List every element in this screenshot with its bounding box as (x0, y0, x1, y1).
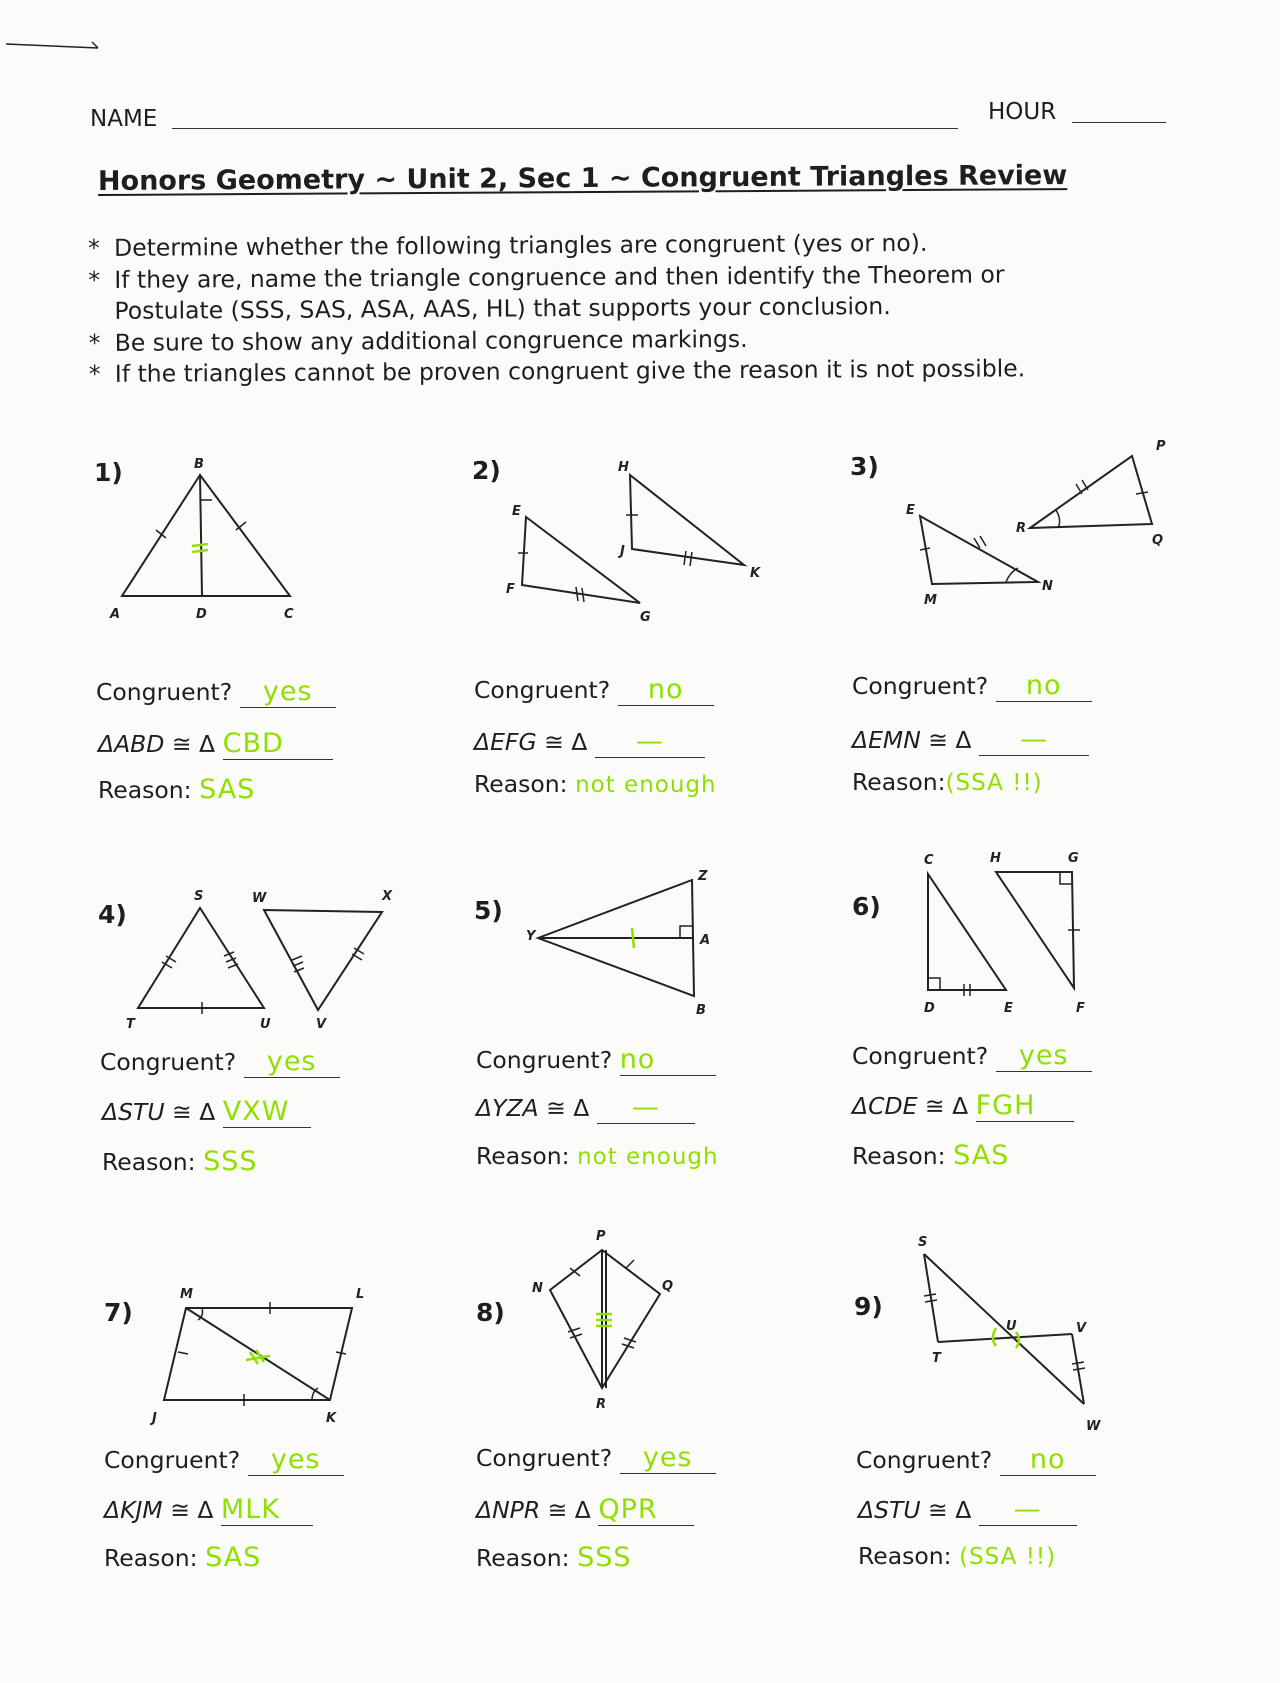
instruction-3: * Be sure to show any additional congruence markings. (88, 324, 748, 357)
point-x: X (382, 889, 393, 904)
problem-9-congruent-answer[interactable]: no (1000, 1444, 1096, 1476)
point-b: B (194, 457, 204, 472)
problem-6-match-answer[interactable]: FGH (976, 1090, 1074, 1122)
problem-4-congruence: ΔSTU ≅ Δ VXW (102, 1096, 311, 1128)
problem-8-reason: Reason: SSS (476, 1542, 632, 1573)
problem-6-figure (900, 848, 1120, 1018)
problem-8-congruent: Congruent? yes (476, 1442, 716, 1474)
point-q: Q (662, 1279, 674, 1294)
point-d: D (196, 607, 207, 622)
problem-1-reason-answer[interactable]: SAS (199, 774, 256, 805)
point-c: C (284, 607, 294, 622)
name-label: NAME (90, 106, 158, 132)
problem-7-reason: Reason: SAS (104, 1542, 262, 1573)
point-q: Q (1152, 533, 1164, 548)
instruction-1: * Determine whether the following triangles are congruent (yes or no). (88, 228, 928, 262)
problem-2-figure (490, 455, 780, 625)
problem-5-reason: Reason: not enough (476, 1142, 719, 1170)
problem-2-reason-answer[interactable]: not enough (575, 772, 717, 798)
page-title: Honors Geometry ~ Unit 2, Sec 1 ~ Congruent Triangles Review (97, 160, 1068, 197)
problem-2-congruence: ΔEFG ≅ Δ — (474, 726, 705, 758)
point-s: S (918, 1235, 928, 1250)
problem-4-match-answer[interactable]: VXW (223, 1096, 311, 1128)
problem-3-figure (880, 432, 1180, 612)
hour-label: HOUR (988, 99, 1057, 125)
instruction-2: * If they are, name the triangle congruence and then identify the Theorem or (88, 259, 1005, 294)
problem-6-congruence: ΔCDE ≅ Δ FGH (852, 1090, 1074, 1122)
problem-6-reason-answer[interactable]: SAS (953, 1140, 1010, 1171)
problem-4-congruent: Congruent? yes (100, 1046, 340, 1078)
problem-6-number: 6) (852, 892, 881, 921)
point-r: R (596, 1397, 607, 1412)
problem-1-number: 1) (94, 458, 123, 487)
point-v: V (316, 1017, 327, 1032)
point-y: Y (526, 929, 536, 944)
point-h: H (990, 851, 1001, 866)
point-m: M (180, 1287, 193, 1302)
point-p: P (1156, 439, 1166, 454)
point-h: H (618, 460, 629, 475)
point-e: E (1004, 1001, 1013, 1016)
point-a: A (700, 933, 711, 948)
point-j: J (152, 1411, 157, 1426)
point-f: F (1076, 1001, 1085, 1016)
problem-5-congruent-answer[interactable]: no (620, 1044, 716, 1076)
point-j: J (620, 544, 625, 559)
point-e: E (906, 503, 915, 518)
point-f: F (506, 582, 515, 597)
point-e: E (512, 504, 521, 519)
problem-6-reason: Reason: SAS (852, 1140, 1010, 1171)
point-k: K (326, 1411, 337, 1426)
problem-4-congruent-answer[interactable]: yes (244, 1046, 340, 1078)
point-g: G (1068, 851, 1079, 866)
point-u: U (260, 1017, 271, 1032)
point-u: U (1006, 1319, 1017, 1334)
point-v: V (1076, 1321, 1087, 1336)
problem-3-congruent-answer[interactable]: no (996, 670, 1092, 702)
problem-8-reason-answer[interactable]: SSS (577, 1542, 632, 1573)
problem-9-reason: Reason: (SSA !!) (858, 1542, 1057, 1570)
point-m: M (924, 593, 937, 608)
problem-9-congruence: ΔSTU ≅ Δ — (858, 1494, 1077, 1526)
problem-2-congruent: Congruent? no (474, 674, 714, 706)
problem-8-match-answer[interactable]: QPR (598, 1494, 694, 1526)
point-n: N (1042, 579, 1053, 594)
problem-4-figure (120, 880, 410, 1040)
problem-3-match-answer[interactable]: — (979, 724, 1089, 756)
point-w: W (252, 891, 267, 906)
instruction-2-cont: Postulate (SSS, SAS, ASA, AAS, HL) that supports your conclusion. (114, 292, 891, 325)
instruction-4: * If the triangles cannot be proven congruent give the reason it is not possible. (88, 354, 1026, 388)
problem-5-congruence: ΔYZA ≅ Δ — (476, 1092, 695, 1124)
problem-9-congruent: Congruent? no (856, 1444, 1096, 1476)
problem-9-number: 9) (854, 1292, 883, 1321)
problem-1-congruent-answer[interactable]: yes (240, 676, 336, 708)
point-c: C (924, 853, 934, 868)
problem-8-congruent-answer[interactable]: yes (620, 1442, 716, 1474)
problem-8-number: 8) (476, 1298, 505, 1327)
point-k: K (750, 566, 761, 581)
problem-7-match-answer[interactable]: MLK (221, 1494, 313, 1526)
problem-7-congruence: ΔKJM ≅ Δ MLK (104, 1494, 313, 1526)
problem-5-match-answer[interactable]: — (597, 1092, 695, 1124)
problem-1-reason: Reason: SAS (98, 774, 256, 805)
point-w: W (1086, 1419, 1101, 1434)
problem-7-congruent: Congruent? yes (104, 1444, 344, 1476)
problem-5-reason-answer[interactable]: not enough (577, 1144, 719, 1170)
problem-7-figure (150, 1276, 380, 1426)
problem-6-congruent: Congruent? yes (852, 1040, 1092, 1072)
problem-7-number: 7) (104, 1298, 133, 1327)
problem-7-congruent-answer[interactable]: yes (248, 1444, 344, 1476)
point-g: G (640, 610, 651, 625)
problem-4-number: 4) (98, 900, 127, 929)
problem-9-match-answer[interactable]: — (979, 1494, 1077, 1526)
point-z: Z (698, 869, 708, 884)
problem-7-reason-answer[interactable]: SAS (205, 1542, 262, 1573)
problem-5-number: 5) (474, 896, 503, 925)
problem-8-figure (520, 1220, 700, 1410)
problem-3-congruent: Congruent? no (852, 670, 1092, 702)
hour-input-line[interactable] (1072, 122, 1166, 123)
problem-1-figure (100, 440, 320, 620)
problem-9-reason-answer[interactable]: (SSA !!) (959, 1544, 1057, 1570)
problem-3-number: 3) (850, 452, 879, 481)
point-d: D (924, 1001, 935, 1016)
problem-2-congruent-answer[interactable]: no (618, 674, 714, 706)
problem-2-reason: Reason: not enough (474, 770, 717, 798)
point-b: B (696, 1003, 706, 1018)
point-t: T (932, 1351, 941, 1366)
point-n: N (532, 1281, 543, 1296)
problem-3-reason: Reason:(SSA !!) (852, 768, 1043, 796)
problem-8-congruence: ΔNPR ≅ Δ QPR (476, 1494, 694, 1526)
problem-5-figure (520, 868, 740, 1018)
problem-2-match-answer[interactable]: — (595, 726, 705, 758)
point-p: P (596, 1229, 606, 1244)
problem-6-congruent-answer[interactable]: yes (996, 1040, 1092, 1072)
problem-9-figure (900, 1234, 1120, 1434)
point-r: R (1016, 521, 1027, 536)
name-input-line[interactable] (172, 128, 958, 129)
corner-mark (0, 30, 120, 70)
problem-4-reason-answer[interactable]: SSS (203, 1146, 258, 1177)
problem-4-reason: Reason: SSS (102, 1146, 258, 1177)
problem-3-congruence: ΔEMN ≅ Δ — (852, 724, 1089, 756)
problem-1-congruence: ΔABD ≅ Δ CBD (98, 728, 333, 760)
point-s: S (194, 889, 204, 904)
point-a: A (110, 607, 121, 622)
instructions (88, 227, 1025, 390)
problem-3-reason-answer[interactable]: (SSA !!) (945, 770, 1043, 796)
problem-1-congruent: Congruent? yes (96, 676, 336, 708)
problem-2-number: 2) (472, 456, 501, 485)
problem-1-match-answer[interactable]: CBD (223, 728, 333, 760)
point-l: L (356, 1287, 365, 1302)
point-t: T (126, 1017, 135, 1032)
problem-5-congruent: Congruent? no (476, 1044, 716, 1076)
